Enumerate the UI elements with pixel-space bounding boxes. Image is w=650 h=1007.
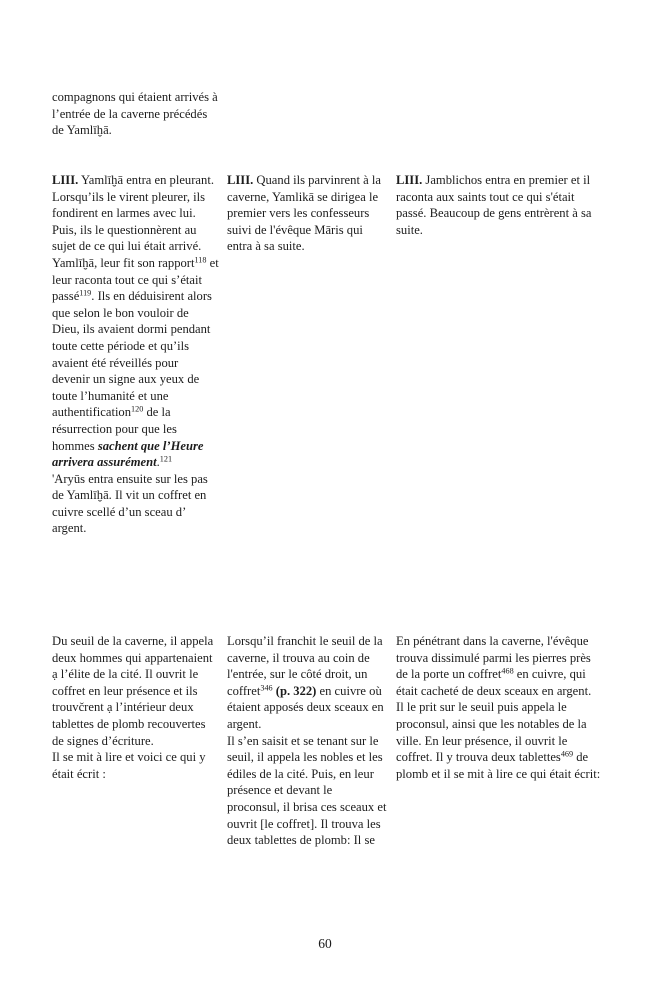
liii-c1-text-5: . [156,455,160,470]
page-number: 60 [318,936,332,951]
section-liii-block [52,172,601,537]
footnote-ref-119[interactable]: 119 [79,288,92,298]
liii-c3-text: Jamblichos entra en premier et il raconta aux saints tout ce qui s'était passé. Beaucoup de gens entrèrent à sa suite. [396,173,592,237]
section-label: LIII. [396,173,423,187]
footnote-ref-121[interactable]: 121 [159,454,173,464]
intro-column-1 [52,89,219,139]
liii-c2-text: Quand ils parvinrent à la caverne, Yamlikā se dirigea le premier vers les confesseurs suivi de l'évêque Māris qui entra à sa suite. [227,173,381,254]
liii-c1-emphasis: sachent que l’Heure arrivera assurément [52,438,204,470]
coffret-c3-text-3: de plomb et il se mit à lire ce qui était écrit: [396,750,601,781]
coffret-c2-paragraph-2: Il s’en saisit et se tenant sur le seuil, il appela les nobles et les édiles de la cité. Puis, en leur présence et devant le proconsul, il brisa ces sceaux et ouvrit [le coffret]. Il trouva les deux tablettes de plomb: Il se [227,733,387,848]
coffret-c3-text-1: En pénétrant dans la caverne, l'évêque trouva dissimulé parmi les pierres près de la porte un coffret [396,634,591,682]
coffret-c2-paragraph-1 [227,633,387,733]
coffret-column-2 [227,633,387,849]
section-coffret-block [52,633,601,849]
section-liii-column-3 [396,172,601,238]
coffret-c2-text-2: en cuivre où étaient apposés deux sceaux en argent. [227,683,384,731]
section-liii-paragraph-1 [52,172,219,471]
footnote-ref-120[interactable]: 120 [131,404,144,414]
liii-c1-text-3: . Ils en déduisirent alors que selon le bon vouloir de Dieu, ils avaient dormi pendant toute cette période et qu’ils avaient été réveillés pour devenir un signe aux yeux de toute l’humanité et une authentification [52,289,212,420]
coffret-c1-paragraph-2: Il se mit à lire et voici ce qui y était écrit : [52,750,206,781]
section-liii-c3-paragraph [396,172,601,238]
footnote-ref-118[interactable]: 118 [194,255,207,265]
liii-c1-text-4: de la résurrection pour que les hommes [52,405,177,453]
coffret-c3-text-2: en cuivre, qui était cacheté de deux sceaux en argent. Il le prit sur le seuil puis appela le proconsul, ainsi que les notables de la ville. En leur présence, il ouvrit le coffret. Il y trouva deux tablettes [396,667,592,765]
section-liii-column-1 [52,172,219,537]
intro-text: compagnons qui étaient arrivés à l’entrée de la caverne précédés de Yamlīḫā. [52,90,218,138]
footnote-ref-469[interactable]: 469 [560,749,574,759]
coffret-column-1 [52,633,219,782]
liii-c1-text-2: et leur raconta tout ce qui s’était passé [52,255,219,304]
section-label: LIII. [52,173,79,187]
section-label: LIII. [227,173,254,187]
liii-c1-text-1: Yamlīḫā entra en pleurant. Lorsqu’ils le virent pleurer, ils fondirent en larmes avec lui. Puis, ils le questionnèrent au sujet de ce qui lui était arrivé. Yamlīḫā, leur fit son rapport [52,173,214,270]
section-liii-paragraph-2: 'Aryūs entra ensuite sur les pas de Yamlīḫā. Il vit un coffret en cuivre scellé d’un sceau d’ argent. [52,471,208,536]
footnote-ref-346[interactable]: 346 [260,683,273,693]
coffret-c2-text-1: Lorsqu’il franchit le seuil de la caverne, il trouva au coin de l'entrée, sur le côté droit, un coffret [227,634,383,698]
intro-paragraph-block [52,89,219,139]
section-liii-c2-paragraph [227,172,387,255]
coffret-c1-paragraph-1: Du seuil de la caverne, il appela deux hommes qui appartenaient ạ l’élite de la cité. Il ouvrit le coffret en leur présence et ils trouvčrent ạ l’intérieur deux tablettes de plomb recouvertes de signes d’écriture. [52,634,214,748]
footnote-ref-468[interactable]: 468 [501,666,514,676]
coffret-column-3 [396,633,601,782]
coffret-c3-paragraph [396,633,601,782]
page-marker: (p. 322) [275,683,317,698]
section-liii-column-2 [227,172,387,255]
